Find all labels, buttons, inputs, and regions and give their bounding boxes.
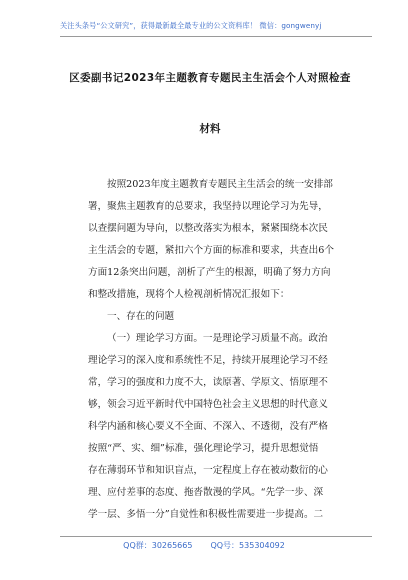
footer-contact bbox=[0, 540, 408, 551]
intro-paragraph bbox=[88, 174, 354, 306]
section-line: 科学内涵和核心要义不全面、不深入、不透彻，没有严格 bbox=[88, 421, 328, 432]
document-subtitle: 材料 bbox=[199, 123, 221, 135]
header-divider bbox=[60, 36, 372, 37]
section-line: 理、应付差事的态度、拖沓散漫的学风。“先学一步、深 bbox=[88, 487, 324, 498]
section-heading-block bbox=[88, 306, 354, 328]
footer-qq-number: QQ号：535304092 bbox=[210, 541, 285, 550]
intro-line: 和整改措施，现将个人检视剖析情况汇报如下： bbox=[88, 289, 290, 300]
footer-qq-group: QQ群：30265665 bbox=[123, 541, 193, 550]
intro-line: 按照2023年度主题教育专题民主生活会的统一安排部 bbox=[107, 179, 333, 190]
section-line: 理论学习的深入度和系统性不足，持续开展理论学习不经 bbox=[88, 355, 328, 366]
section-line: 按照“严、实、细”标准，强化理论学习，提升思想觉悟 bbox=[88, 443, 319, 454]
section-heading: 一、存在的问题 bbox=[107, 311, 175, 322]
section-line: 学一层、多悟一分”自觉性和积极性需要进一步提高。二 bbox=[88, 509, 324, 520]
section-line: 存在薄弱环节和知识盲点，一定程度上存在被动数衍的心 bbox=[88, 465, 328, 476]
intro-line: 以查摆问题为导向，以整改落实为根本，紧紧围绕本次民 bbox=[88, 223, 328, 234]
header-notice: 关注头条号“公文研究”，获得最新最全最专业的公文资料库！ 微信：gongwenyj bbox=[60, 21, 322, 30]
document-title: 区委副书记2023年主题教育专题民主生活会个人对照检查 bbox=[69, 72, 351, 84]
intro-line: 主生活会的专题，紧扣六个方面的标准和要求，共查出6个 bbox=[88, 245, 334, 256]
intro-line: 方面12条突出问题，剖析了产生的根源，明确了努力方向 bbox=[88, 267, 331, 278]
section-line: （一）理论学习方面。一是理论学习质量不高。政治 bbox=[107, 333, 328, 344]
section-paragraph bbox=[88, 328, 354, 526]
footer-divider bbox=[60, 536, 372, 537]
section-line: 常，学习的强度和力度不大，读原著、学原文、悟原理不 bbox=[88, 377, 328, 388]
section-line: 够，领会习近平新时代中国特色社会主义思想的时代意义 bbox=[88, 399, 328, 410]
intro-line: 署，聚焦主题教育的总要求，我坚持以理论学习为先导， bbox=[88, 201, 328, 212]
